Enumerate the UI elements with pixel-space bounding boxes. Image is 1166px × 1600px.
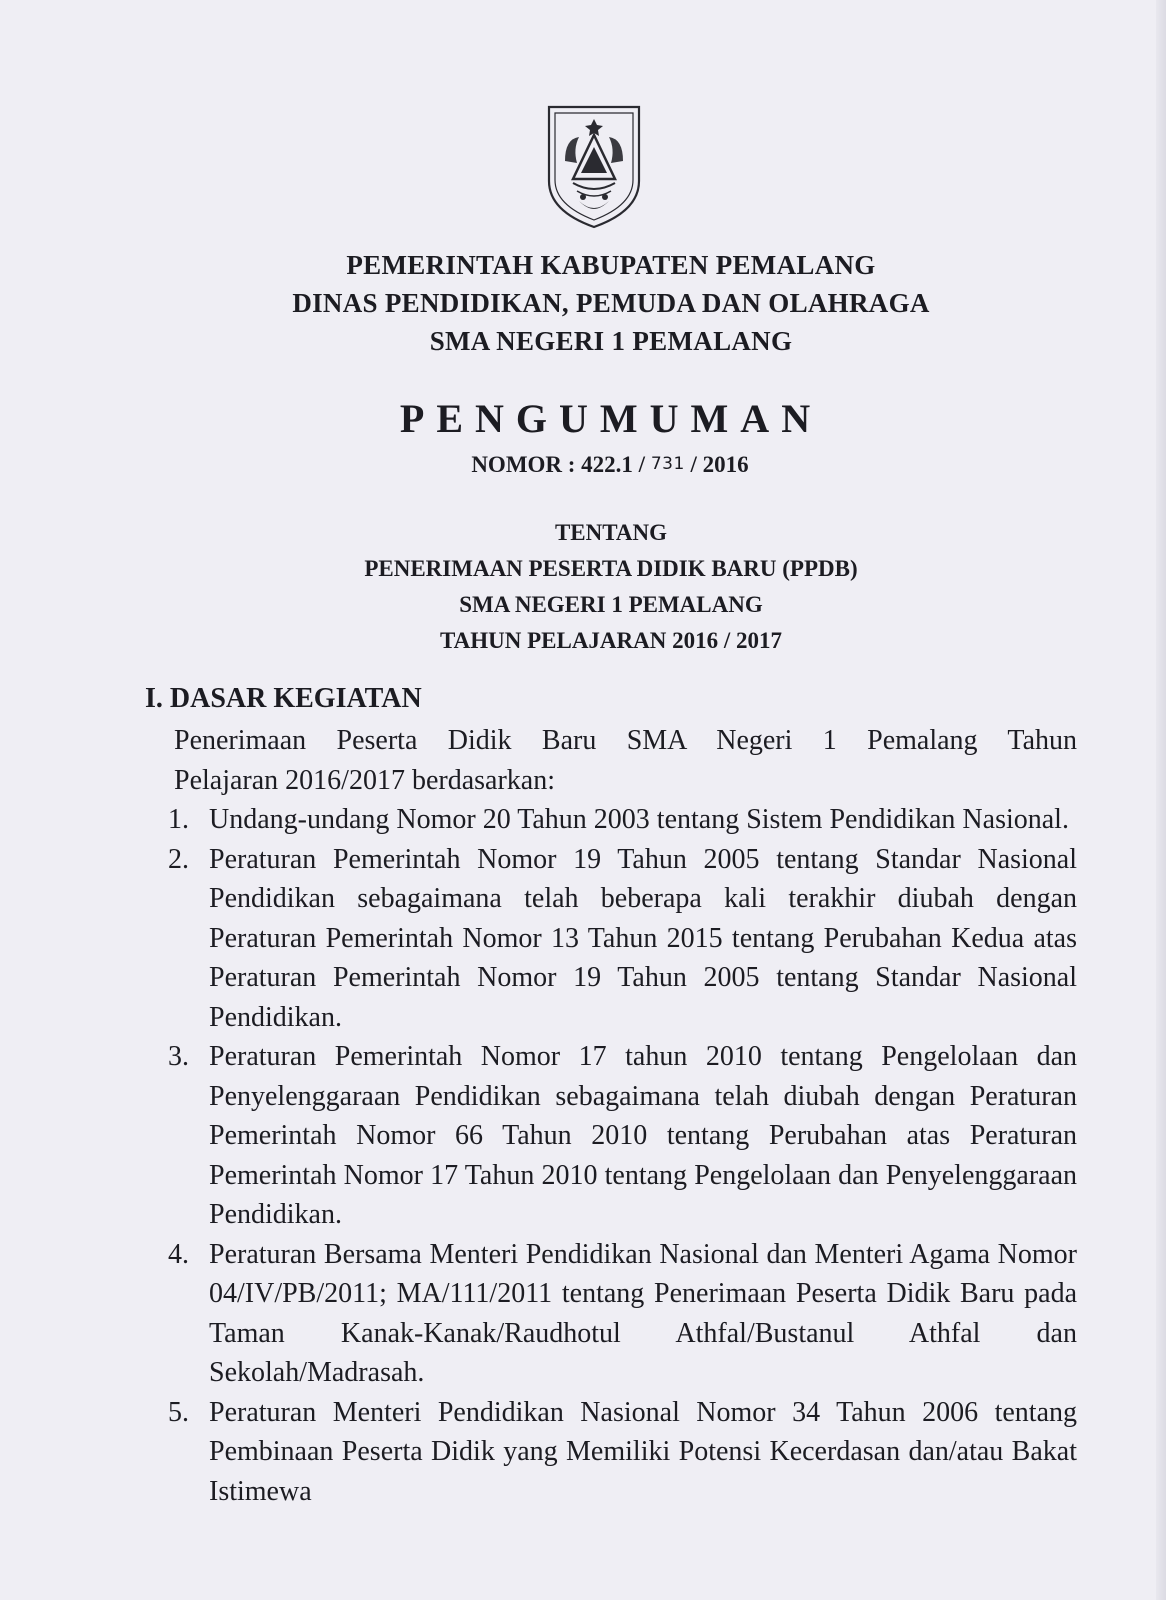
letterhead-line-government: PEMERINTAH KABUPATEN PEMALANG bbox=[346, 250, 876, 280]
regency-emblem-icon bbox=[543, 103, 645, 231]
document-number-handwritten: 731 bbox=[650, 454, 685, 474]
list-item-text: Peraturan Pemerintah Nomor 17 tahun 2010 tentang Pengelolaan dan Penyelenggaraan Pendidikan sebagaimana telah diubah dengan Peraturan Pemerintah Nomor 66 Tahun 2010 tentang Perubahan atas Peraturan Pemerintah Nomor 17 Tahun 2010 tentang Pengelolaan dan Penyelenggaraan Pendidikan. bbox=[209, 1041, 1077, 1230]
list-item bbox=[168, 800, 1077, 840]
legal-basis-list bbox=[168, 800, 1077, 1511]
about-label: TENTANG bbox=[554, 520, 668, 545]
document-number-suffix: / 2016 bbox=[684, 452, 749, 477]
list-item-text: Peraturan Bersama Menteri Pendidikan Nasional dan Menteri Agama Nomor 04/IV/PB/2011; MA/111/2011 tentang Penerimaan Peserta Didik Baru pada Taman Kanak-Kanak/Raudhotul Athfal/Bustanul Athfal dan Sekolah/Madrasah. bbox=[209, 1238, 1077, 1388]
subject-line-2: SMA NEGERI 1 PEMALANG bbox=[459, 592, 763, 617]
list-item-text: Peraturan Pemerintah Nomor 19 Tahun 2005 tentang Standar Nasional Pendidikan sebagaimana telah beberapa kali terakhir diubah dengan Peraturan Pemerintah Nomor 13 Tahun 2015 tentang Perubahan Kedua atas Peraturan Pemerintah Nomor 19 Tahun 2005 tentang Standar Nasional Pendidikan. bbox=[209, 843, 1077, 1033]
page-edge bbox=[1156, 0, 1166, 1600]
section-heading: I. DASAR KEGIATAN bbox=[145, 683, 422, 714]
section-intro-line-1: Penerimaan Peserta Didik Baru SMA Negeri 1 Pemalang Tahun bbox=[174, 725, 1077, 756]
list-item bbox=[168, 1393, 1077, 1512]
section-intro bbox=[174, 721, 1077, 800]
list-item bbox=[168, 840, 1077, 1038]
list-item-number: 2. bbox=[168, 843, 189, 875]
letterhead-line-department: DINAS PENDIDIKAN, PEMUDA DAN OLAHRAGA bbox=[292, 288, 930, 318]
document-number bbox=[0, 452, 1166, 478]
document-number-prefix: NOMOR : 422.1 / bbox=[471, 452, 651, 477]
document-title: PENGUMUMAN bbox=[399, 396, 823, 441]
subject-line-3: TAHUN PELAJARAN 2016 / 2017 bbox=[439, 628, 783, 653]
subject-line-1: PENERIMAAN PESERTA DIDIK BARU (PPDB) bbox=[364, 556, 858, 581]
list-item-number: 3. bbox=[168, 1041, 189, 1072]
list-item bbox=[168, 1235, 1077, 1393]
list-item bbox=[168, 1037, 1077, 1235]
list-item-number: 5. bbox=[168, 1396, 189, 1428]
list-item-number: 4. bbox=[168, 1238, 189, 1270]
list-item-number: 1. bbox=[168, 804, 189, 835]
letterhead-line-school: SMA NEGERI 1 PEMALANG bbox=[429, 326, 793, 356]
list-item-text: Peraturan Menteri Pendidikan Nasional Nomor 34 Tahun 2006 tentang Pembinaan Peserta Didik yang Memiliki Potensi Kecerdasan dan/atau Bakat Istimewa bbox=[209, 1396, 1077, 1507]
list-item-text: Undang-undang Nomor 20 Tahun 2003 tentang Sistem Pendidikan Nasional. bbox=[209, 804, 1069, 835]
section-intro-line-2: Pelajaran 2016/2017 berdasarkan: bbox=[174, 764, 555, 796]
